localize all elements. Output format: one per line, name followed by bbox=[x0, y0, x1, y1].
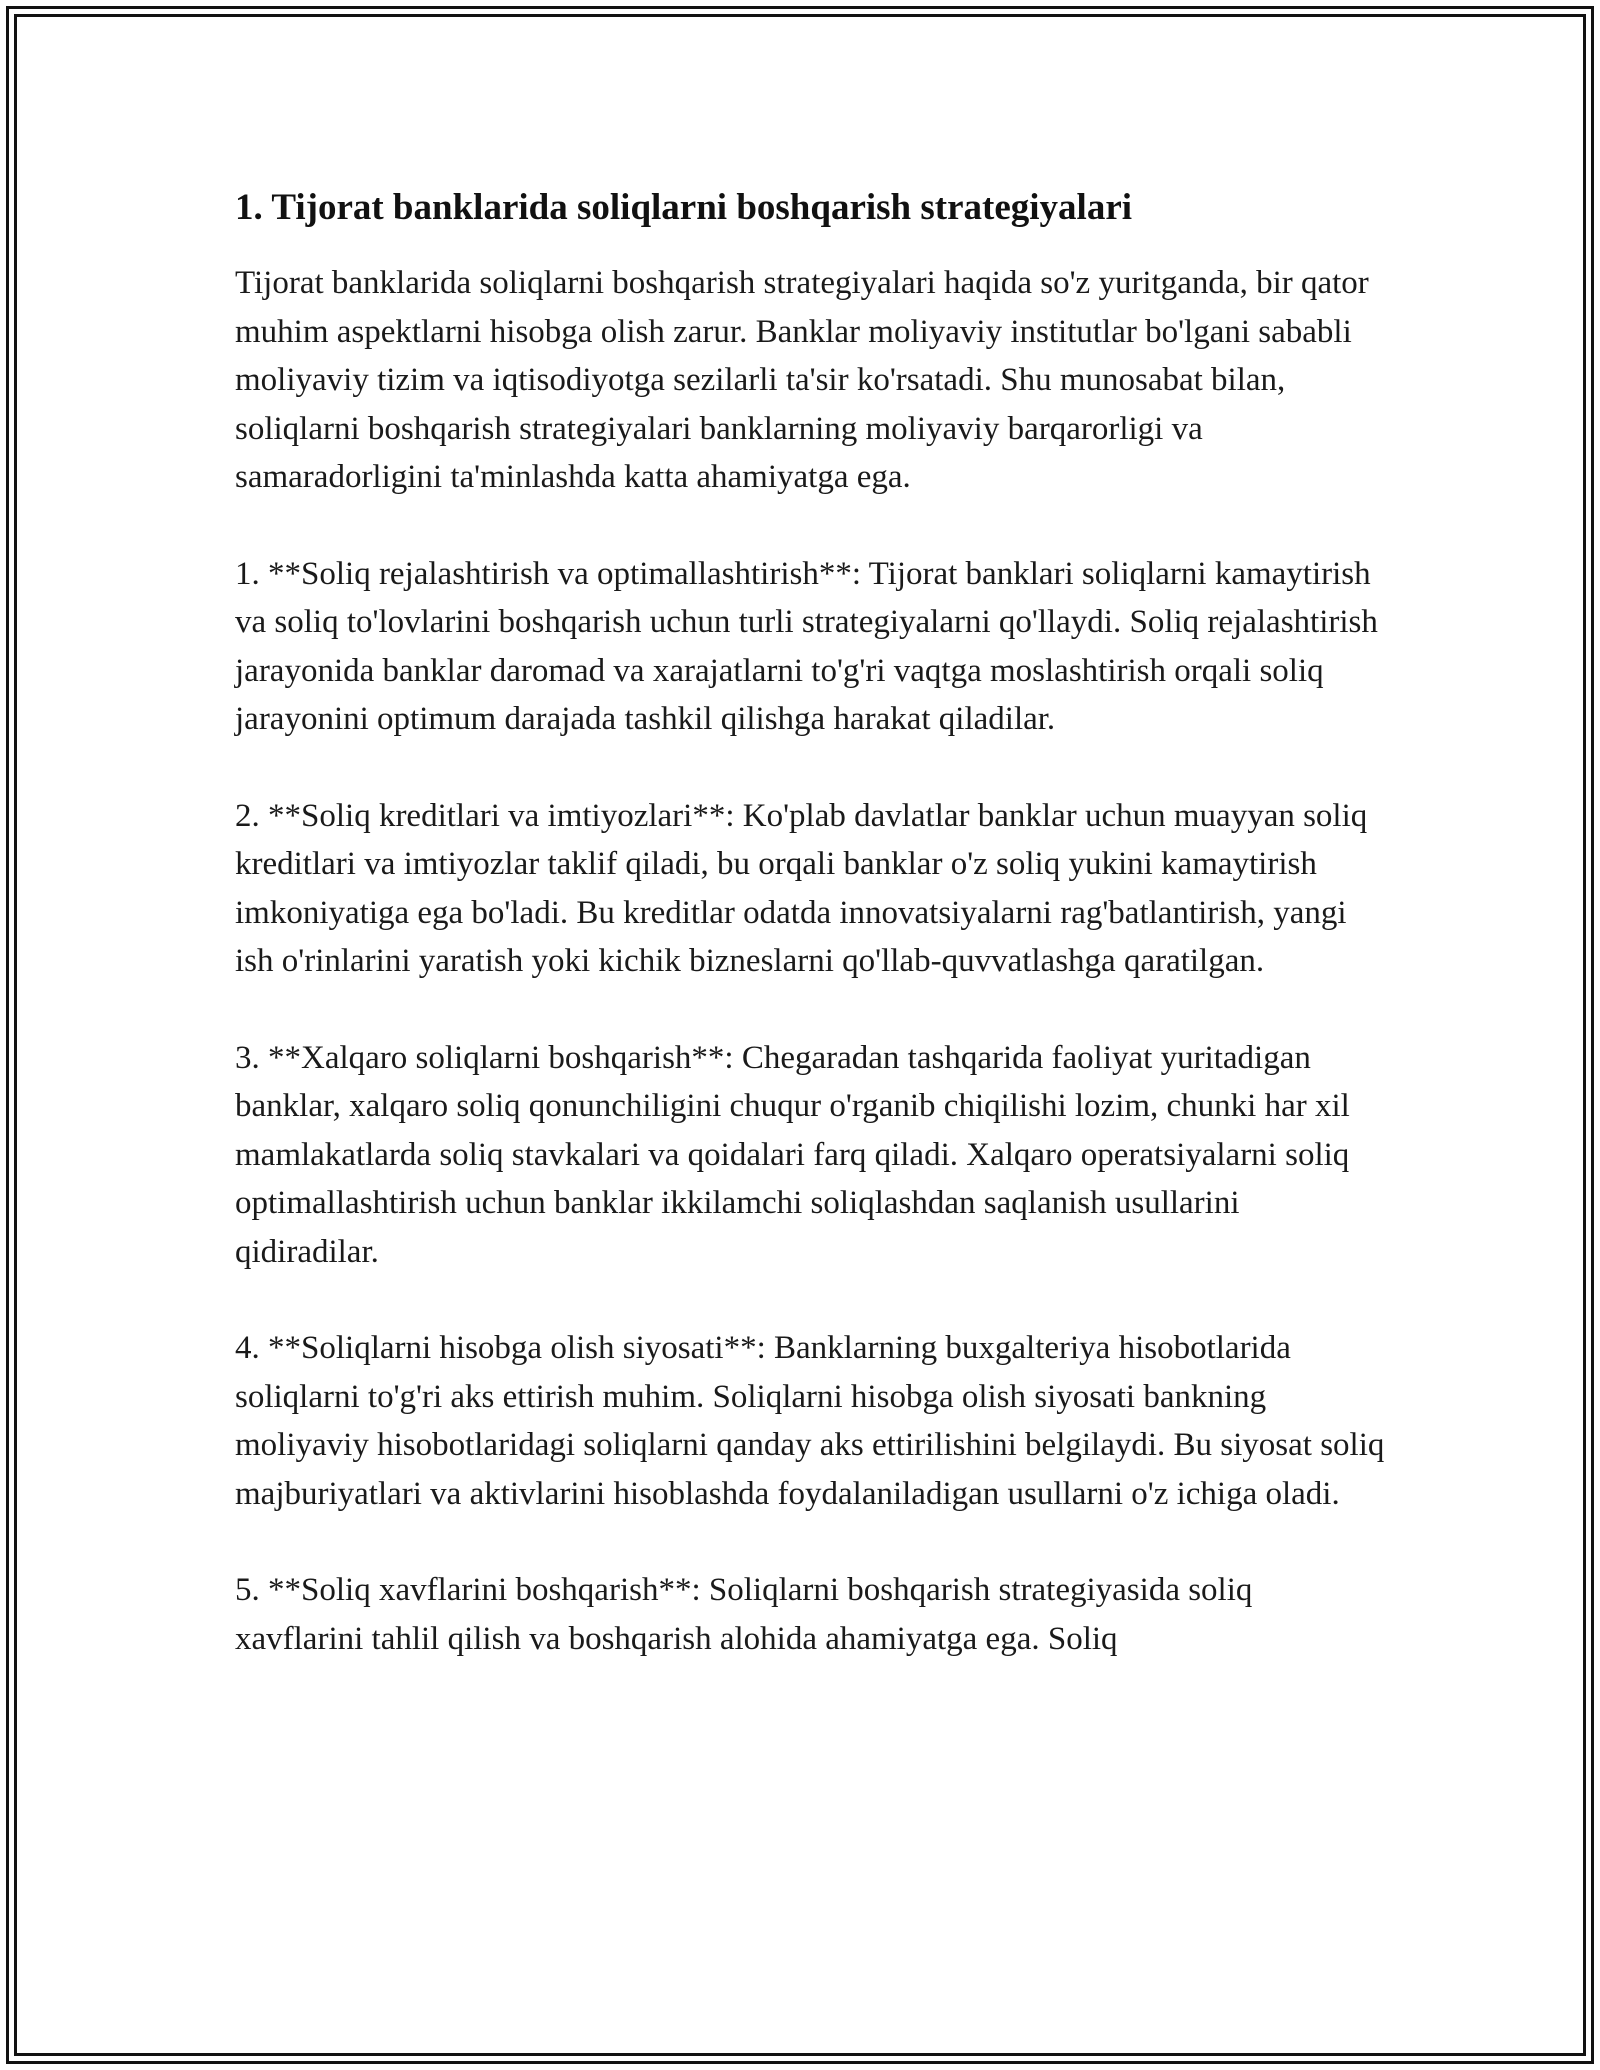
paragraph-tax-planning: 1. **Soliq rejalashtirish va optimallashtirish**: Tijorat banklari soliqlarni kamaytirish va soliq to'lovlarini boshqarish uchun turli strategiyalarni qo'llaydi. Soliq rejalashtirish jarayonida banklar daromad va xarajatlarni to'g'ri vaqtga moslashtirish orqali soliq jarayonini optimum darajada tashkil qilishga harakat qiladilar. bbox=[235, 555, 1378, 738]
intro-paragraph: Tijorat banklarida soliqlarni boshqarish strategiyalari haqida so'z yuritganda, bir qator muhim aspektlarni hisobga olish zarur. Banklar moliyaviy institutlar bo'lgani sababli moliyaviy tizim va iqtisodiyotga sezilarli ta'sir ko'rsatadi. Shu munosabat bilan, soliqlarni boshqarish strategiyalari banklarning moliyaviy barqarorligi va samaradorligini ta'minlashda katta ahamiyatga ega. bbox=[235, 265, 1369, 496]
paragraph-tax-credits: 2. **Soliq kreditlari va imtiyozlari**: Ko'plab davlatlar banklar uchun muayyan soliq kreditlari va imtiyozlar taklif qiladi, bu orqali banklar o'z soliq yukini kamaytirish imkoniyatiga ega bo'ladi. Bu kreditlar odatda innovatsiyalarni rag'batlantirish, yangi ish o'rinlarini yaratish yoki kichik bizneslarni qo'llab-quvvatlashga qaratilgan. bbox=[235, 797, 1368, 980]
section-title: 1. Tijorat banklarida soliqlarni boshqarish strategiyalari bbox=[235, 187, 1133, 228]
paragraph-international-tax: 3. **Xalqaro soliqlarni boshqarish**: Chegaradan tashqarida faoliyat yuritadigan banklar, xalqaro soliq qonunchiligini chuqur o'rganib chiqilishi lozim, chunki har xil mamlakatlarda soliq stavkalari va qoidalari farq qiladi. Xalqaro operatsiyalarni soliq optimallashtirish uchun banklar ikkilamchi soliqlashdan saqlanish usullarini qidiradilar. bbox=[235, 1039, 1350, 1270]
document-body bbox=[235, 185, 1385, 1711]
paragraph-tax-risk-management: 5. **Soliq xavflarini boshqarish**: Soliqlarni boshqarish strategiyasida soliq xavflarini tahlil qilish va boshqarish alohida ahamiyatga ega. Soliq bbox=[235, 1572, 1253, 1657]
paragraph-tax-accounting-policy: 4. **Soliqlarni hisobga olish siyosati**: Banklarning buxgalteriya hisobotlarida soliqlarni to'g'ri aks ettirish muhim. Soliqlarni hisobga olish siyosati bankning moliyaviy hisobotlaridagi soliqlarni qanday aks ettirilishini belgilaydi. Bu siyosat soliq majburiyatlari va aktivlarini hisoblashda foydalaniladigan usullarni o'z ichiga oladi. bbox=[235, 1330, 1385, 1512]
